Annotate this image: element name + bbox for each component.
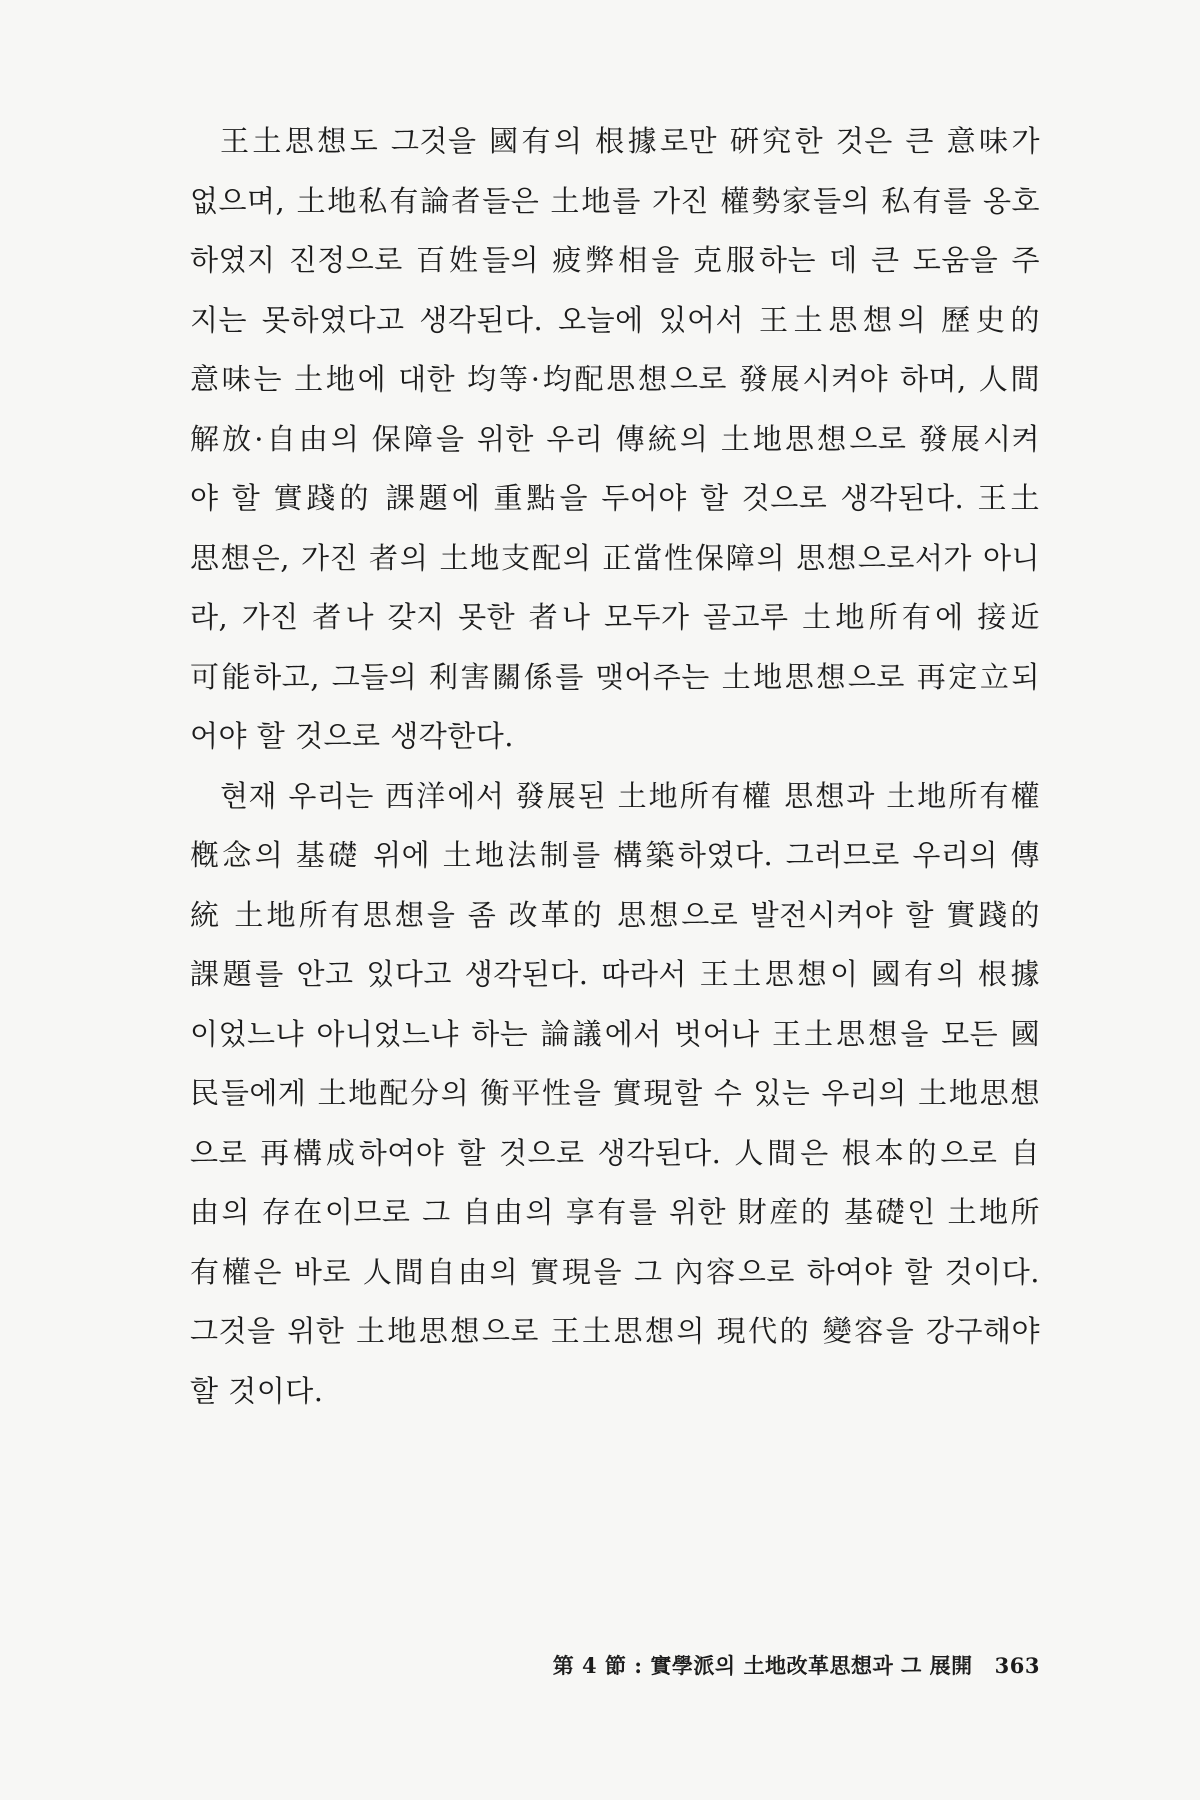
text-line: 王土思想도 그것을 國有의 根據로만 硏究한 것은 큰 意味가 [220,124,1040,158]
text-line: 由의 存在이므로 그 自由의 享有를 위한 財産的 基礎인 土地所 [190,1195,1040,1229]
text-line: 없으며, 土地私有論者들은 土地를 가진 權勢家들의 私有를 옹호 [190,183,1040,218]
text-line: 어야 할 것으로 생각한다. [190,719,515,753]
text-line: 야 할 實踐的 課題에 重點을 두어야 할 것으로 생각된다. 王土 [190,481,1040,515]
page-number: 363 [994,1653,1040,1678]
paragraph-2 [190,767,1040,1422]
body-text [190,112,1040,1421]
text-line: 할 것이다. [190,1373,324,1408]
page-footer [500,1650,1040,1680]
text-line: 이었느냐 아니었느냐 하는 論議에서 벗어나 王土思想을 모든 國 [190,1016,1040,1051]
paragraph-1 [190,112,1040,767]
text-line: 課題를 안고 있다고 생각된다. 따라서 王土思想이 國有의 根據 [190,957,1040,991]
text-line: 그것을 위한 土地思想으로 王土思想의 現代的 變容을 강구해야 [190,1314,1040,1348]
text-line: 으로 再構成하여야 할 것으로 생각된다. 人間은 根本的으로 自 [190,1135,1040,1170]
text-line: 解放·自由의 保障을 위한 우리 傳統의 土地思想으로 發展시켜 [190,421,1040,456]
text-line: 民들에게 土地配分의 衡平性을 實現할 수 있는 우리의 土地思想 [190,1076,1040,1110]
text-line: 有權은 바로 人間自由의 實現을 그 內容으로 하여야 할 것이다. [190,1254,1040,1289]
text-line: 可能하고, 그들의 利害關係를 맺어주는 土地思想으로 再定立되 [190,659,1040,694]
text-line: 思想은, 가진 者의 土地支配의 正當性保障의 思想으로서가 아니 [190,540,1040,575]
text-line: 지는 못하였다고 생각된다. 오늘에 있어서 王土思想의 歷史的 [190,302,1040,337]
text-line: 현재 우리는 西洋에서 發展된 土地所有權 思想과 土地所有權 [220,778,1040,813]
text-line: 意味는 土地에 대한 均等·均配思想으로 發展시켜야 하며, 人間 [190,362,1040,396]
running-head: 第 4 節 : 實學派의 土地改革思想과 그 展開 [552,1653,973,1678]
text-line: 槪念의 基礎 위에 土地法制를 構築하였다. 그러므로 우리의 傳 [190,838,1040,872]
text-line: 統 土地所有思想을 좀 改革的 思想으로 발전시켜야 할 實踐的 [190,897,1040,932]
text-line: 라, 가진 者나 갖지 못한 者나 모두가 골고루 土地所有에 接近 [190,600,1040,634]
text-line: 하였지 진정으로 百姓들의 疲弊相을 克服하는 데 큰 도움을 주 [190,243,1040,277]
